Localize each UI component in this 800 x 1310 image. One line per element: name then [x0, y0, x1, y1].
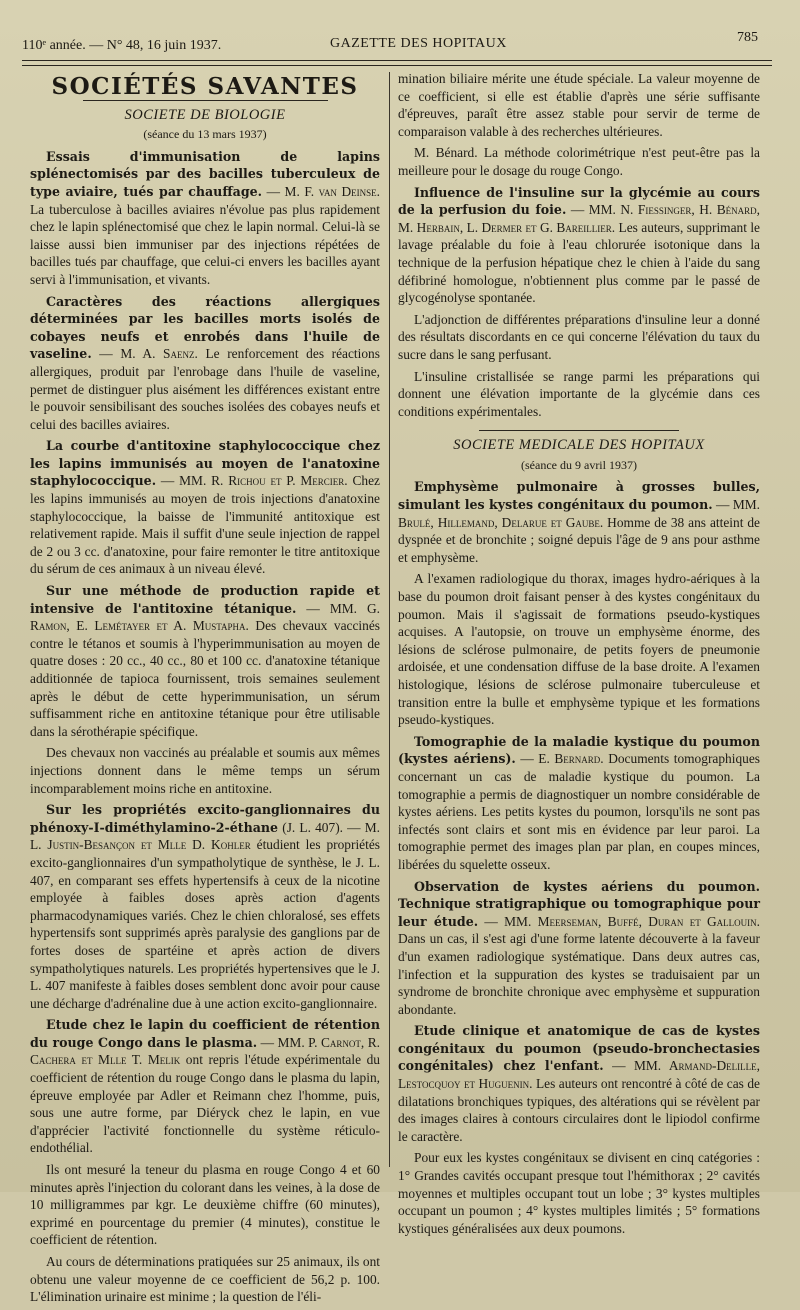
article-text: Le renforcement des réactions allergiques, produit par l'enrobage dans l'huile de vaseline, permet de distinguer plus aisément les différences existant entre le pouvoir sensibilisant des souches isolées des cobayes neufs et celui des bacilles aviaires.	[30, 346, 380, 432]
article-text: Des chevaux vaccinés contre le tétanos et soumis à l'hyperimmunisation au moyen de quatre doses : 20 cc., 40 cc., 80 et 100 cc. d'anatoxine tétanique additionnée de tapioca fournissent, trois semaines seulement après le début de cette hyperimmunisation, un sérum suffisamment riche en antitoxine tétanique pour être utilisable dans la sérothérapie spécifique.	[30, 618, 380, 739]
article-text: Homme de 38 ans atteint de dyspnée et de bronchite ; soigné depuis l'âge de 9 ans pour asthme et emphysème.	[398, 514, 760, 565]
section-title: SOCIÉTÉS SAVANTES	[51, 73, 359, 100]
article-authors: M. F. van Deinse.	[284, 183, 380, 199]
society-title: SOCIETE DE BIOLOGIE	[124, 106, 286, 123]
header-rule	[22, 60, 772, 61]
issue-info: 110ᵉ année. — N° 48, 16 juin 1937.	[22, 38, 222, 53]
article-title: Tomographie de la maladie kystique du poumon (kystes aériens).	[398, 733, 760, 767]
article-authors: MM. N. Fiessinger, H. Bénard, M. Herbain, L. Dermer et G. Bareillier.	[398, 202, 760, 235]
society-title: SOCIETE MEDICALE DES HOPITAUX	[453, 437, 705, 454]
article-authors: MM. G. Ramon, E. Lemétayer et A. Mustapha.	[30, 600, 380, 634]
article-text: Chez les lapins immunisés au moyen de trois injections d'anatoxine staphylococcique, la baisse de l'immunité antitoxique est relativement rapide. Mais il suffit d'une seule injection de rappel de 2 ou 3 cc. d'anatoxine, pour faire remonter le titre antitoxique du sérum de ces animaux à un niveau élevé.	[30, 473, 380, 577]
article: Tomographie de la maladie kystique du poumon (kystes aériens). — E. Bernard. Documents tomographiques concernant un cas de maladie kystique du poumon. La tomographie a permis de diagnostiquer un nombre considérable de kystes aériens. Les petits kystes du poumon, lorsqu'ils ne sont pas infectés sont clairs et sont mis en évidence par leur paroi. La tomographie permet des images plan par plan, en coupes minces, libérées du squelette osseux.	[398, 733, 761, 872]
article: Caractères des réactions allergiques déterminées par les bacilles morts isolés de cobayes neufs et enrobés dans l'huile de vaseline. — M. A. Saenz. Le renforcement des réactions allergiques, produit par l'enrobage dans l'huile de vaseline, permet de distinguer plus aisément les différences existant entre le pouvoir sensibilisant des souches isolées des cobayes neufs et celui des bacilles aviaires.	[30, 293, 380, 432]
article-text: Les auteurs, supprimant le lavage préalable du foie à l'eau chlorurée isotonique dans la technique de la perfusion hépatique chez le chien à l'aide du sang défibriné homologue, n'obtiennent plus comme par le passé de glycogénolyse spontanée.	[398, 219, 761, 306]
journal-name: GAZETTE DES HOPITAUX	[330, 36, 507, 51]
continued-paragraph: mination biliaire mérite une étude spéciale. La valeur moyenne de ce coefficient, si elle est établie d'après une série suffisante d'épreuves, paraît être assez stable pour servir de terme de comparaison valable à des recherches ultérieures.	[398, 71, 760, 139]
article-text: La tuberculose à bacilles aviaires n'évolue pas plus rapidement chez le lapin splénectomisé que chez le lapin normal. Celui-là se laisse aussi bien immuniser par des injections répétées de bacilles tués par chauffage, que celui-ci envers les bacilles ayant servi à l'immunisation, et vivants.	[30, 201, 380, 287]
article-title: Etude chez le lapin du coefficient de rétention du rouge Congo dans le plasma.	[30, 1017, 380, 1050]
article: Sur une méthode de production rapide et intensive de l'antitoxine tétanique. — MM. G. Ramon, E. Lemétayer et A. Mustapha. Des chevaux vaccinés contre le tétanos et soumis à l'hyperimmunisation au moyen de quatre doses : 20 cc., 40 cc., 80 et 100 cc. d'anatoxine tétanique additionnée de tapioca fournissent, trois semaines seulement après le début de cette hyperimmunisation, un sérum suffisamment riche en antitoxine tétanique pour être utilisable dans la sérothérapie spécifique.	[30, 583, 380, 739]
article-text: ont repris l'étude expérimentale du coefficient de rétention du rouge Congo dans le plasma du lapin, épreuve employée par Adler et Reimann chez l'homme, puis, sous une autre forme, par Diéryck chez le lapin, en vue d'apprécier l'activité fonctionnelle du système réticulo-endothélial.	[30, 1052, 380, 1156]
article-title: Influence de l'insuline sur la glycémie au cours de la perfusion du foie.	[398, 184, 760, 218]
article-title: La courbe d'antitoxine staphylococcique chez les lapins immunisés au moyen de l'anatoxine staphylococcique.	[30, 438, 380, 489]
article-text: Dans un cas, il s'est agi d'une forme latente découverte à la faveur d'un examen radiologique systématique. Dans deux autres cas, l'infection et la suppuration des kystes se traduisaient par un syndrome de bronchite chronique avec emphysème et suppuration abondante.	[398, 931, 760, 1017]
article-authors: MM. P. Carnot, R. Cachera et Mlle T. Melik	[30, 1034, 380, 1068]
article-authors: MM. R. Richou et P. Mercier.	[179, 473, 348, 489]
page-header	[22, 30, 770, 60]
left-column	[30, 70, 380, 1310]
article-authors: E. Bernard.	[538, 751, 604, 767]
article: Observation de kystes aériens du poumon. Technique stratigraphique ou tomographique pour leur étude. — MM. Meerseman, Buffé, Duran et Gallouin. Dans un cas, il s'est agi d'une forme latente découverte à la faveur d'un examen radiologique systématique. Dans deux autres cas, l'infection et la suppuration des kystes se traduisaient par un syndrome de bronchite chronique avec emphysème et suppuration abondante.	[398, 878, 760, 1017]
article-title: Caractères des réactions allergiques déterminées par les bacilles morts isolés de cobayes neufs et enrobés dans l'huile de vaseline.	[30, 293, 380, 362]
article-title: Observation de kystes aériens du poumon. Technique stratigraphique ou tomographique pour leur étude.	[398, 878, 760, 929]
article-text: Les auteurs ont rencontré à côté de cas de dilatations bronchiques typiques, des altérations qui se révèlent par des images claires à contours circulaires dont le lipiodol confirme le caractère.	[398, 1076, 761, 1144]
header-rule-thin	[22, 65, 772, 66]
column-divider	[389, 72, 390, 1167]
benard-note: M. Bénard. La méthode colorimétrique n'est peut-être pas la meilleure pour le dosage du rouge Congo.	[398, 145, 760, 178]
page-number: 785	[737, 30, 758, 45]
article-title: Essais d'immunisation de lapins splénectomisés par des bacilles tuberculeux de type aviaire, tués par chauffage.	[30, 148, 380, 199]
article: Etude clinique et anatomique de cas de kystes congénitaux du poumon (pseudo-bronchectasies congénitales) chez l'enfant. — MM. Armand-Delille, Lestocquoy et Huguenin. Les auteurs ont rencontré à côté de cas de dilatations bronchiques typiques, des altérations qui se révèlent par des images claires à contours circulaires dont le lipiodol confirme le caractère.	[398, 1023, 761, 1144]
article-paragraph: Ils ont mesuré la teneur du plasma en rouge Congo 4 et 60 minutes après l'injection du colorant dans les veines, à la dose de 10 milligrammes par kgr. Le deuxième chiffre (60 minutes), exprimé en pourcentage du premier (4 minutes), constitue le coefficient de rétention.	[30, 1162, 380, 1248]
article-title: Sur une méthode de production rapide et intensive de l'antitoxine tétanique.	[30, 583, 380, 616]
section-separator	[479, 430, 678, 431]
article-paragraph: Au cours de déterminations pratiquées sur 25 animaux, ils ont obtenu une valeur moyenne de ce coefficient de 56,2 p. 100. L'élimination urinaire est minime ; la question de l'éli-	[30, 1254, 380, 1305]
article-title: Etude clinique et anatomique de cas de kystes congénitaux du poumon (pseudo-bronchectasies congénitales) chez l'enfant.	[398, 1023, 760, 1074]
article	[30, 801, 380, 1012]
article-authors: MM. Armand-Delille, Lestocquoy et Huguenin.	[398, 1058, 761, 1092]
article: Influence de l'insuline sur la glycémie au cours de la perfusion du foie. — MM. N. Fiessinger, H. Bénard, M. Herbain, L. Dermer et G. Bareillier. Les auteurs, supprimant le lavage préalable du foie à l'eau chlorurée isotonique dans la technique de la perfusion hépatique chez le chien à l'aide du sang défibriné homologue, n'obtiennent plus comme par le passé de glycogénolyse spontanée.	[398, 184, 761, 306]
right-column	[398, 70, 760, 1241]
article-paragraph: A l'examen radiologique du thorax, images hydro-aériques à la base du poumon droit faisant penser à des kystes congénitaux du poumon. Mais il s'agissait de formations pseudo-kystiques acquises. A l'autopsie, on trouve un emphysème énorme, des lésions de sclérose pulmonaire, de petits foyers de pneumonie ardoisée, et une condensation diffuse de la base droite. A l'examen histologique, lésions de sclérose pulmonaire tuberculeuse et transition entre la bulle et emphysème typique et les formations pseudo-kystiques.	[398, 571, 760, 728]
article-authors: M. A. Saenz.	[120, 346, 198, 362]
article-authors: (J. L. 407). — M. L. Justin-Besançon et Mlle D. Kohler	[30, 819, 380, 853]
article-paragraph: L'adjonction de différentes préparations d'insuline leur a donné des résultats discordants en ce qui concerne l'élévation du taux du sucre dans le sang perfusant.	[398, 311, 760, 362]
article: Etude chez le lapin du coefficient de rétention du rouge Congo dans le plasma. — MM. P. Carnot, R. Cachera et Mlle T. Melik ont repris l'étude expérimentale du coefficient de rétention du rouge Congo dans le plasma du lapin, épreuve employée par Adler et Reimann chez l'homme, puis, sous une autre forme, par Diéryck chez le lapin, en vue d'apprécier l'activité fonctionnelle du système réticulo-endothélial.	[30, 1017, 380, 1156]
article: Emphysème pulmonaire à grosses bulles, simulant les kystes congénitaux du poumon. — MM. Brulé, Hillemand, Delarue et Gaube. Homme de 38 ans atteint de dyspnée et de bronchite ; soigné depuis l'âge de 9 ans pour asthme et emphysème.	[398, 479, 760, 565]
session-date: (séance du 9 avril 1937)	[521, 457, 637, 472]
article: La courbe d'antitoxine staphylococcique chez les lapins immunisés au moyen de l'anatoxine staphylococcique. — MM. R. Richou et P. Mercier. Chez les lapins immunisés au moyen de trois injections d'anatoxine staphylococcique, la baisse de l'immunité antitoxique est relativement rapide. Mais il suffit d'une seule injection de rappel de 2 ou 3 cc. d'anatoxine, pour faire remonter le titre antitoxique du sérum de ces animaux à un niveau élevé.	[30, 438, 380, 577]
article-title: Emphysème pulmonaire à grosses bulles, simulant les kystes congénitaux du poumon.	[398, 479, 760, 513]
article-text: Documents tomographiques concernant un cas de maladie kystique du poumon. La tomographie a permis de diagnostiquer un nombre considérable de kystes aériens. Les petits kystes du poumon, lorsqu'ils ne sont pas infectés sont clairs et sont mis en évidence par leur paroi. La tomographie permet des images plan par plan, en coupes minces, libérées du squelette osseux.	[398, 751, 761, 872]
session-date: (séance du 13 mars 1937)	[143, 127, 267, 142]
article-title: Sur les propriétés excito-ganglionnaires du phénoxy-I-diméthylamino-2-éthane	[30, 802, 380, 835]
article-paragraph: L'insuline cristallisée se range parmi les préparations qui donnent une élévation importante de la glycémie dans ces conditions expérimentales.	[398, 368, 760, 419]
article-text: étudient les propriétés excito-ganglionnaires d'un sympatholytique de synthèse, le J. L. 407, en comparant ses effets hypertensifs à ceux de la nicotine employée à faibles doses après action d'agents pharmacodynamiques variés. Chez le chien chloralosé, ses effets hypertensifs sont supprimés après paralysie des ganglions par de fortes doses de spartéine et après action de divers sympatholytiques naturels. Les propriétés hypertensives que le J. L. 407 manifeste à faibles doses semblent donc avoir pour cause une décharge d'adrénaline due à une action excito-ganglionnaire.	[30, 837, 380, 1011]
article-authors: MM. Meerseman, Buffé, Duran et Gallouin.	[504, 913, 760, 929]
article-paragraph: Pour eux les kystes congénitaux se divisent en cinq catégories : 1° Grandes cavités occupant presque tout l'hémithorax ; 2° cavités moyennes et multiples occupant tout un lobe ; 3° kystes multiples occupant un poumon ; 4° kystes multiples limités ; 5° formations kystiques généralisées aux deux poumons.	[398, 1150, 760, 1236]
article: Essais d'immunisation de lapins splénectomisés par des bacilles tuberculeux de type aviaire, tués par chauffage. — M. F. van Deinse. La tuberculose à bacilles aviaires n'évolue pas plus rapidement chez le lapin splénectomisé que chez le lapin normal. Celui-là se laisse aussi bien immuniser par des injections répétées de bacilles tués par chauffage, que celui-ci envers les bacilles ayant servi à l'immunisation, et vivants.	[30, 148, 380, 287]
article-authors: MM. Brulé, Hillemand, Delarue et Gaube.	[398, 497, 760, 530]
article-paragraph: Des chevaux non vaccinés au préalable et soumis aux mêmes injections donnent dans le même temps un sérum incomparablement moins riche en antitoxine.	[30, 745, 380, 796]
